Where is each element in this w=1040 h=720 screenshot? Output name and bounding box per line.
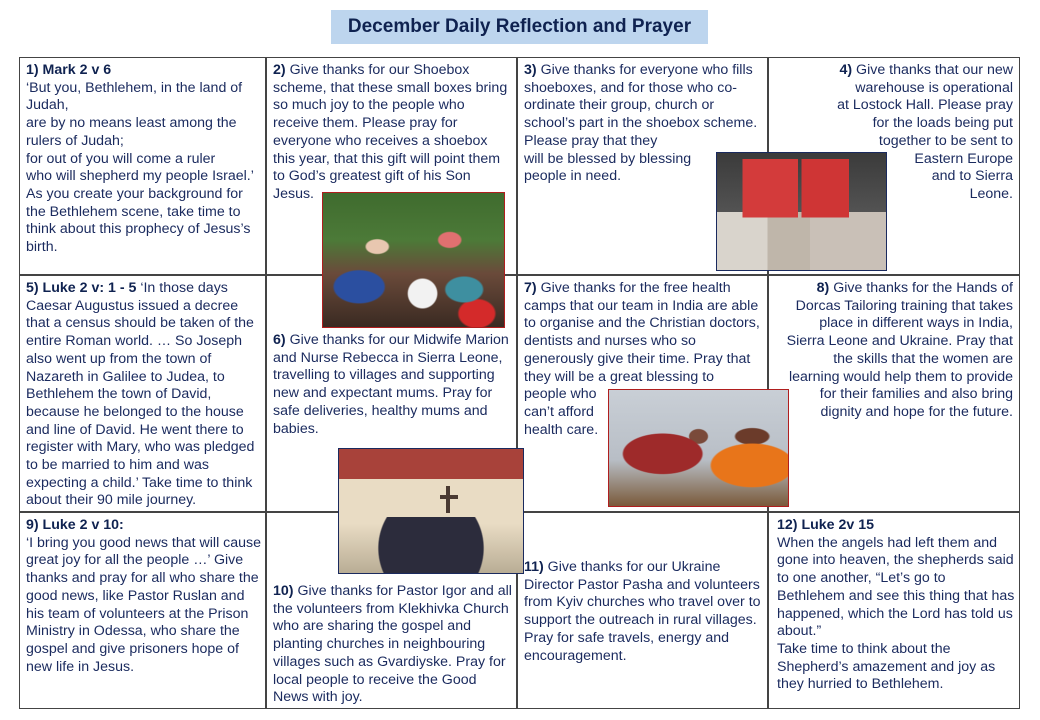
day-text: ‘I bring you good news that will cause great joy for all the people …’ Give thanks and pray for all who share the good news, like Pastor Ruslan and his team of volunteers at the Prison Ministry in Odessa, who share the gospel and give prisoners hope of new life in Jesus. — [26, 534, 262, 675]
church-volunteers-photo — [338, 448, 524, 574]
day-cell-11 — [524, 559, 766, 665]
day-heading: 10) — [273, 583, 294, 599]
grid-divider — [516, 57, 518, 709]
day-text: Give thanks for everyone who fills shoeboxes, and for those who co-ordinate their group, church or school’s part in the shoebox scheme. Please pray that they will be blessed by blessing people in need. — [524, 62, 758, 185]
day-heading: 1) Mark 2 v 6 — [26, 62, 112, 78]
warehouse-photo — [716, 152, 887, 271]
day-cell-2 — [273, 62, 513, 204]
day-heading: 12) Luke 2v 15 — [777, 517, 875, 533]
day-heading: 2) — [273, 62, 286, 78]
day-text: Give thanks for the Hands of Dorcas Tailoring training that takes place in different ways in India, Sierra Leone and Ukraine. Pray that the skills that the women are learning would help them to provide for their families and also bring dignity and hope for the future. — [786, 280, 1013, 420]
day-text: Give thanks for our Ukraine Director Pastor Pasha and volunteers from Kyiv churches who travel over to support the outreach in rural villages. Pray for safe travels, energy and encouragement. — [524, 559, 761, 664]
day-cell-8 — [772, 280, 1013, 422]
day-cell-9 — [26, 517, 264, 676]
health-camp-photo — [608, 389, 789, 507]
day-cell-10 — [273, 583, 513, 707]
grid-divider — [265, 57, 267, 709]
day-text: Give thanks for Pastor Igor and all the volunteers from Klekhivka Church who are sharing the gospel and planting churches in neighbouring villages such as Gvardiyske. Pray for local people to receive the Good News with joy. — [273, 583, 512, 706]
day-heading: 7) — [524, 280, 537, 296]
day-heading: 11) — [524, 559, 544, 575]
day-cell-5 — [26, 280, 264, 510]
day-text: Give thanks for the free health camps that our team in India are able to organise and the Christian doctors, dentists and nurses who so generously give their time. Pray that they will be a great blessing to people who can’t afford health care. — [524, 280, 760, 438]
day-heading: 4) — [839, 62, 853, 78]
shoebox-children-photo — [322, 192, 505, 328]
day-text: ‘But you, Bethlehem, in the land of Judah, are by no means least among the rulers of Judah; for out of you will come a ruler who will shepherd my people Israel.’ As you create your background for the Bethlehem scene, take time to think about this prophecy of Jesus’s birth. — [26, 79, 254, 256]
day-heading: 9) Luke 2 v 10: — [26, 517, 124, 533]
grid-divider — [19, 274, 1020, 276]
day-text: Give thanks that our new warehouse is operational at Lostock Hall. Please pray for the loads being put together to be sent to Eastern Europe and to Sierra Leone. — [837, 62, 1013, 202]
day-cell-6 — [273, 332, 513, 438]
day-heading: 3) — [524, 62, 537, 78]
day-text: ‘In those days Caesar Augustus issued a decree that a census should be taken of the entire Roman world. … So Joseph also went up from the town of Nazareth in Galilee to Judea, to Bethlehem the town of David, because he belonged to the house and line of David. He went there to register with Mary, who was pledged to be married to him and was expecting a child.’ Take time to think about their 90 mile journey. — [26, 280, 255, 509]
day-text: Give thanks for our Midwife Marion and Nurse Rebecca in Sierra Leone, travelling to villages and supporting new and expectant mums. Pray for safe deliveries, healthy mums and babies. — [273, 332, 509, 437]
day-text: Give thanks for our Shoebox scheme, that these small boxes bring so much joy to the people who receive them. Please pray for everyone who receives a shoebox this year, that this gift will point them to God’s greatest gift of his Son Jesus. — [273, 62, 508, 202]
day-cell-12 — [777, 517, 1015, 694]
day-text: When the angels had left them and gone into heaven, the shepherds said to one another, “Let’s go to Bethlehem and see this thing that has happened, which the Lord has told us about.” Take time to think about the Shepherd’s amazement and joy as they hurried to Bethlehem. — [777, 534, 1015, 693]
day-cell-1 — [26, 62, 262, 257]
day-heading: 6) — [273, 332, 286, 348]
day-heading: 8) — [816, 280, 830, 296]
day-heading: 5) Luke 2 v: 1 - 5 — [26, 280, 137, 296]
page-title: December Daily Reflection and Prayer — [331, 10, 708, 44]
